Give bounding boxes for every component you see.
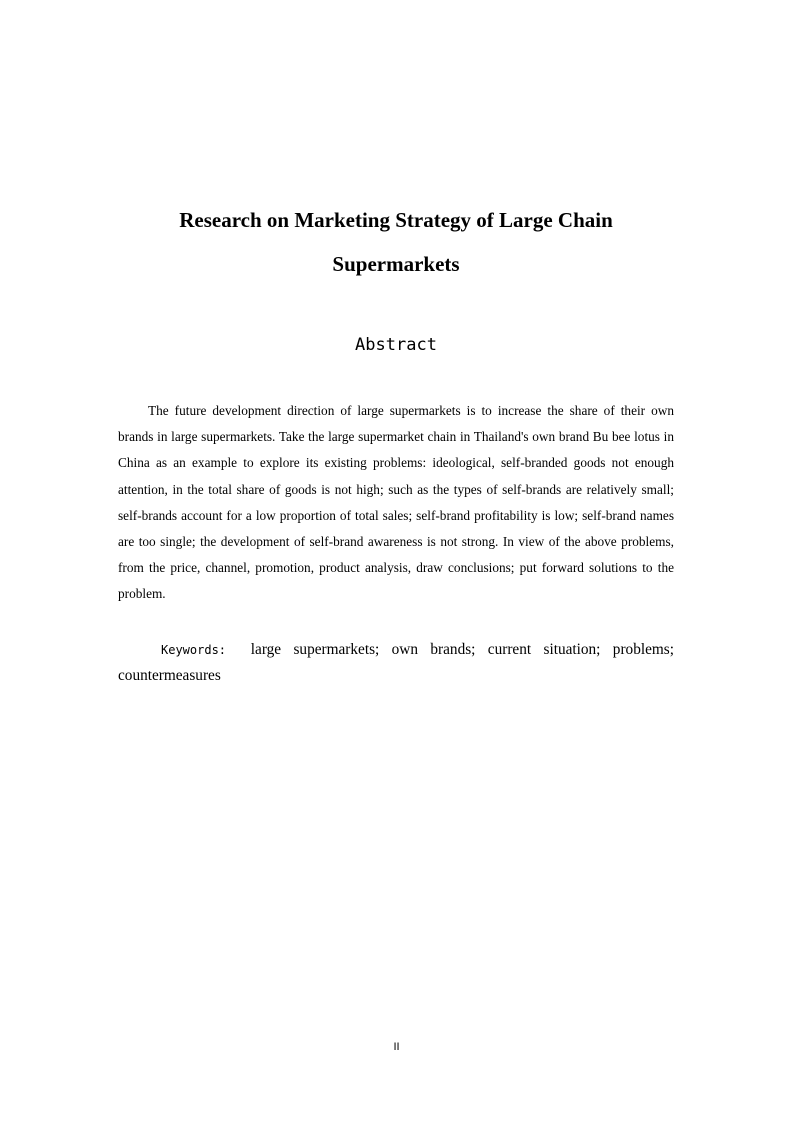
abstract-body: The future development direction of large supermarkets is to increase the share of their own brands in large supermarkets. Take the large supermarket chain in Thailand's own brand Bu bee lotus in China as an example to explore its existing problems: ideological, self-branded goods not enough attention, in the total share of goods is not high; such as the types of self-brands are relatively small; self-brands account for a low proportion of total sales; self-brand profitability is low; self-brand names are too single; the development of self-brand awareness is not strong. In view of the above problems, from the price, channel, promotion, product analysis, draw conclusions; put forward solutions to the problem. <box>118 403 674 602</box>
paper-title-line-1: Research on Marketing Strategy of Large Chain <box>179 208 613 232</box>
keywords-paragraph <box>118 637 674 689</box>
keywords-text: large supermarkets; own brands; current situation; problems; countermeasures <box>118 641 674 684</box>
paper-title-line-2: Supermarkets <box>332 252 460 276</box>
keywords-label: Keywords: <box>161 643 227 657</box>
page-number: II <box>393 1041 400 1053</box>
abstract-heading: Abstract <box>355 335 437 355</box>
